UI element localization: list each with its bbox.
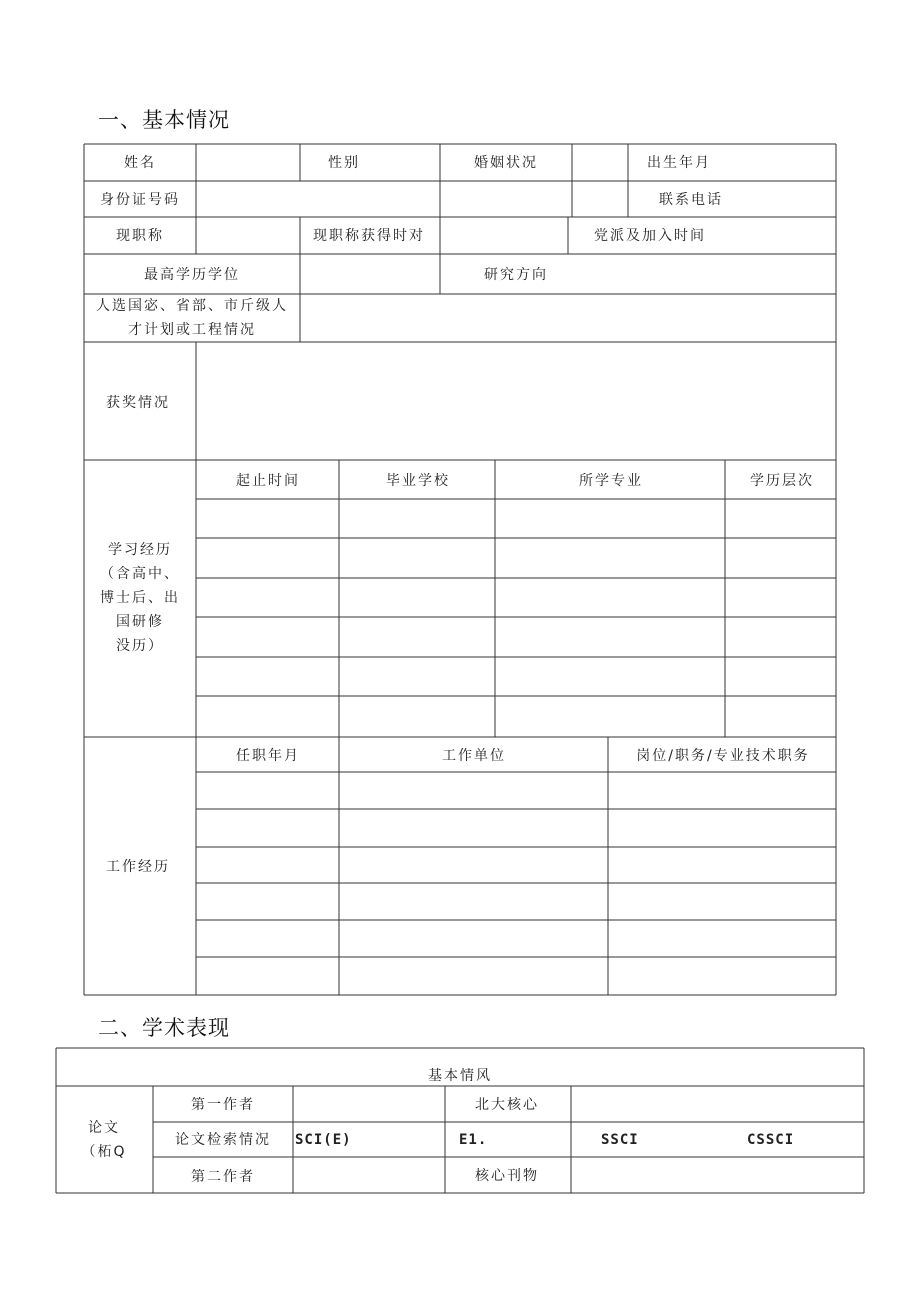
label-work-history: 工作经历 — [106, 859, 170, 875]
label-peking-core: 北大核心 — [475, 1097, 539, 1113]
label-marital-status: 婚姻状况 — [474, 155, 538, 171]
header-work-employer: 工作单位 — [442, 748, 506, 764]
header-education-major: 所学专业 — [579, 473, 643, 489]
field-talent-program[interactable] — [301, 295, 835, 341]
index-ssci: SSCI — [601, 1132, 639, 1148]
label-id-number: 身份证号码 — [100, 192, 180, 208]
field-marital-status[interactable] — [573, 145, 627, 180]
label-second-author: 第二作者 — [191, 1169, 255, 1185]
label-papers: 论文 （柘Q — [81, 1120, 127, 1160]
label-gender: 性别 — [328, 155, 360, 171]
label-title-obtained-date: 现职称获得时对 — [313, 228, 425, 244]
index-cssci: CSSCI — [747, 1132, 795, 1148]
section-title-basic-info: 一、基本情况 — [98, 108, 230, 132]
label-birth-date: 出生年月 — [647, 155, 711, 171]
field-gender[interactable] — [371, 145, 439, 180]
field-professional-title[interactable] — [197, 218, 299, 253]
section-title-academic: 二、学术表现 — [98, 1016, 230, 1040]
label-education-history: 学习经历 （含高中、 博士后、出 国研修 没历） — [100, 542, 180, 654]
header-education-level: 学历层次 — [750, 473, 814, 489]
label-highest-degree: 最高学历学位 — [144, 267, 240, 283]
index-ei: E1. — [459, 1132, 488, 1148]
label-research-direction: 研究方向 — [484, 267, 548, 283]
label-talent-program: 人选国宓、省部、市斤级人 才计划或工程情况 — [96, 298, 288, 338]
header-education-school: 毕业学校 — [386, 473, 450, 489]
label-index-status: 论文检索情况 — [175, 1132, 271, 1148]
label-party-affiliation: 党派及加入时间 — [594, 228, 706, 244]
label-awards: 获奖情况 — [106, 395, 170, 411]
label-core-journal: 核心刊物 — [475, 1168, 539, 1184]
field-name[interactable] — [197, 145, 299, 180]
header-education-period: 起止时间 — [236, 473, 300, 489]
header-work-position: 岗位/职务/专业技术职务 — [636, 748, 810, 764]
field-second-author[interactable] — [294, 1158, 444, 1192]
field-highest-degree[interactable] — [301, 255, 439, 293]
field-first-author[interactable] — [294, 1087, 444, 1121]
field-title-obtained-date[interactable] — [441, 218, 567, 253]
label-first-author: 第一作者 — [191, 1097, 255, 1113]
field-blank-row2[interactable] — [441, 182, 571, 216]
field-peking-core[interactable] — [572, 1087, 863, 1121]
index-sci-e: SCI(E) — [295, 1132, 352, 1148]
field-id-number[interactable] — [197, 182, 439, 216]
field-awards[interactable] — [197, 343, 835, 459]
header-work-date: 任职年月 — [236, 748, 300, 764]
label-professional-title: 现职称 — [116, 228, 164, 244]
field-core-journal[interactable] — [572, 1158, 863, 1192]
academic-table-title: 基本情风 — [428, 1068, 492, 1084]
label-name: 姓名 — [124, 155, 156, 171]
label-phone: 联系电话 — [659, 192, 723, 208]
